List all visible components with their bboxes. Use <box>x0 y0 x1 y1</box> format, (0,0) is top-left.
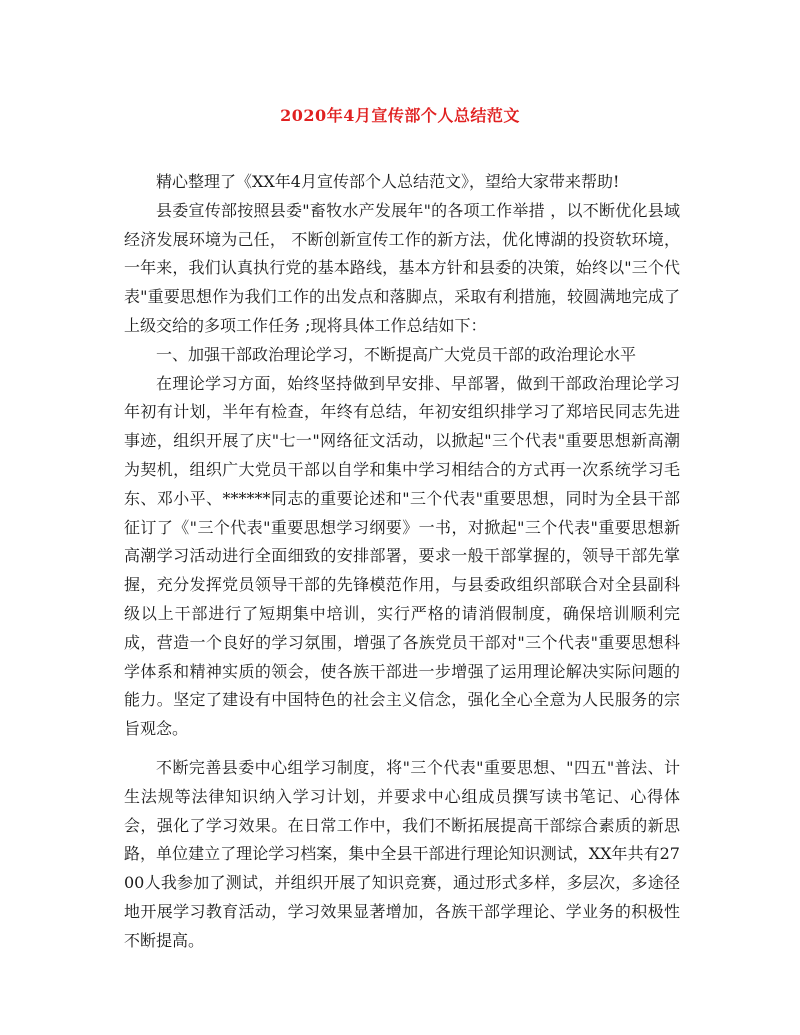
section-heading-1: 一、加强干部政治理论学习，不断提高广大党员干部的政治理论水平 <box>156 344 637 364</box>
paragraph-overview: 县委宣传部按照县委"畜牧水产发展年"的各项工作举措 ，以不断优化县域经济发展环境为己任， 不断创新宣传工作的新方法，优化博湖的投资软环境，一年来，我们认真执行党的基本路线，基本方针和县委的决策，始终以"三个代表"重要思想作为我们工作的出发点和落脚点，采取有利措施，较圆满地完成了上级交给的多项工作任务 ;现将具体工作总结如下： <box>124 200 680 335</box>
paragraph-intro: 精心整理了《XX年4月宣传部个人总结范文》，望给大家带来帮助! <box>156 172 620 191</box>
paragraph-study-system: 不断完善县委中心组学习制度，将"三个代表"重要思想、"四五"普法、计生法规等法律知识纳入学习计划，并要求中心组成员撰写读书笔记、心得体会，强化了学习效果。在日常工作中，我们不断拓展提高干部综合素质的新思路，单位建立了理论学习档案，集中全县干部进行理论知识测试，XX年共有2700人我参加了测试，并组织开展了知识竞赛，通过形式多样，多层次，多途径地开展学习教育活动，学习效果显著增加，各族干部学理论、学业务的积极性不断提高。 <box>124 757 680 950</box>
paragraph-theory-study: 在理论学习方面，始终坚持做到早安排、早部署，做到干部政治理论学习年初有计划，半年有检查，年终有总结，年初安组织排学习了郑培民同志先进事迹，组织开展了庆"七一"网络征文活动，以掀起"三个代表"重要思想新高潮为契机，组织广大党员干部以自学和集中学习相结合的方式再一次系统学习毛东、邓小平、******同志的重要论述和"三个代表"重要思想，同时为全县干部征订了《"三个代表"重要思想学习纲要》一书，对掀起"三个代表"重要思想新高潮学习活动进行全面细致的安排部署，要求一般干部掌握的，领导干部先掌握，充分发挥党员领导干部的先锋模范作用，与县委政组织部联合对全县副科级以上干部进行了短期集中培训，实行严格的请消假制度，确保培训顺利完成，营造一个良好的学习氛围，增强了各族党员干部对"三个代表"重要思想科学体系和精神实质的领会，使各族干部进一步增强了运用理论解决实际问题的能力。坚定了建设有中国特色的社会主义信念，强化全心全意为人民服务的宗旨观念。 <box>124 373 680 739</box>
document-body <box>124 168 680 956</box>
document-title: 2020年4月宣传部个人总结范文 <box>280 106 520 125</box>
